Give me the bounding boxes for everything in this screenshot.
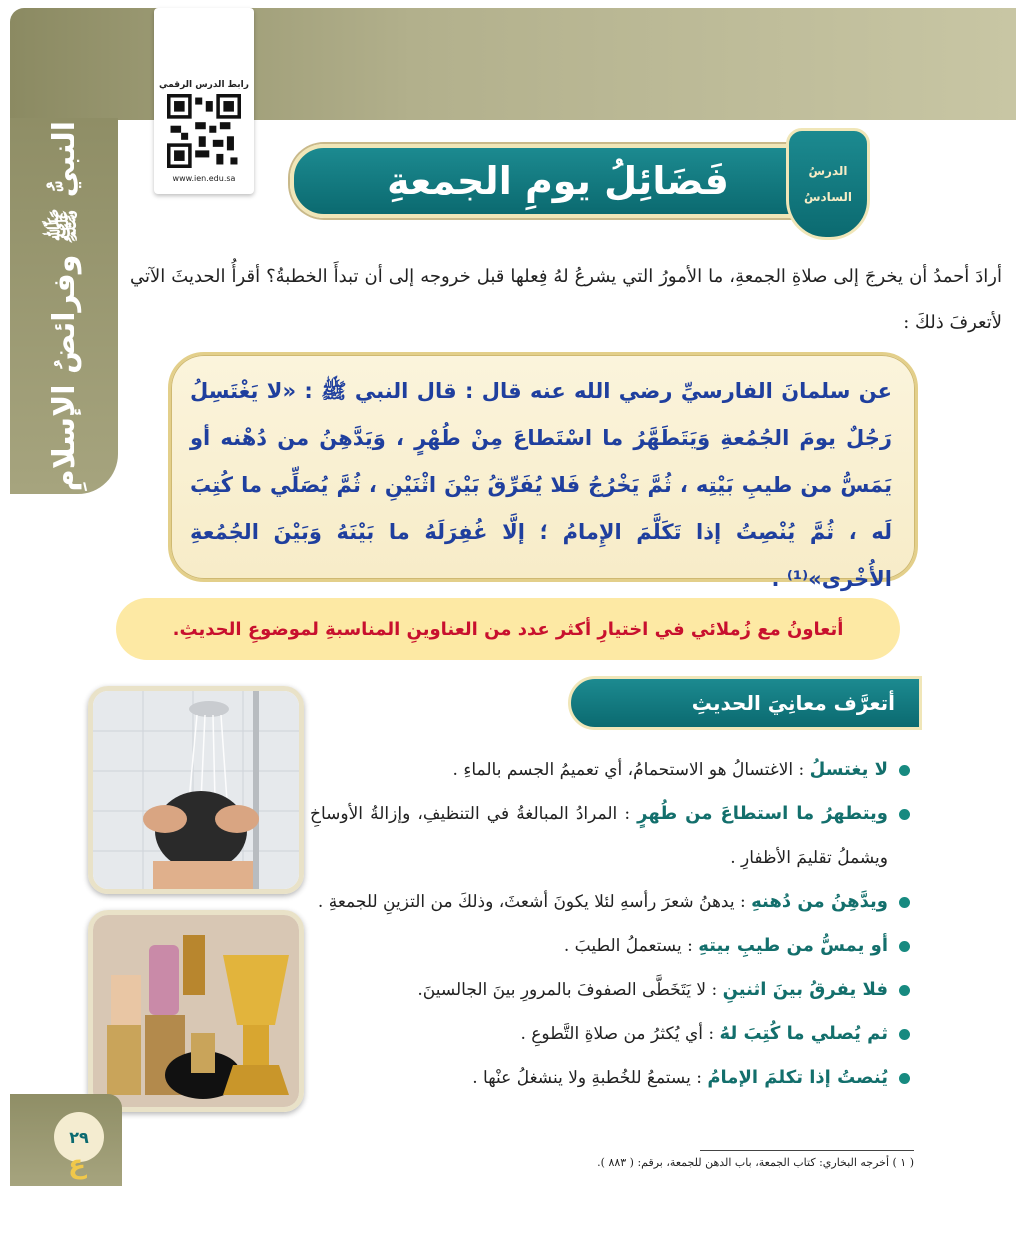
definition-text: : لا يَتَخَطَّى الصفوفَ بالمرورِ بينَ الجالسينَ. <box>417 980 723 1000</box>
unit-title-text: النبيُّ ﷺ وفرائضُ الإسلامِ <box>46 120 82 492</box>
definition-term: لا يغتسلُ <box>809 759 888 780</box>
unit-title <box>18 120 110 492</box>
definitions-list <box>310 748 914 1100</box>
definition-item <box>310 968 914 1012</box>
perfume-image-icon <box>93 915 299 1107</box>
shower-image-icon <box>93 691 299 889</box>
definition-term: ويتطهرُ ما استطاعَ من طُهرٍ <box>637 803 888 824</box>
definition-term: يُنصتُ إذا تكلمَ الإمامُ <box>707 1067 888 1088</box>
definition-item <box>310 748 914 792</box>
definition-item <box>310 1056 914 1100</box>
definition-item <box>310 924 914 968</box>
qr-code-icon[interactable] <box>167 94 241 168</box>
hadith-text: عن سلمانَ الفارسيِّ رضي الله عنه قال : قال النبي ﷺ : «لا يَغْتَسِلُ رَجُلٌ يومَ الجُمُعةِ وَيَتَطَهَّرُ ما اسْتَطاعَ مِنْ طُهْرٍ ، وَيَدَّهِنُ من دُهْنه أو يَمَسُّ من طيبِ بَيْتِه ، ثُمَّ يَخْرُجُ فَلا يُفَرِّقُ بَيْنَ اثْنَيْنِ ، ثُمَّ يُصَلِّي ما كُتِبَ لَه ، ثُمَّ يُنْصِتُ إذا تَكَلَّمَ الإِمامُ ؛ إلَّا غُفِرَلَهُ ما بَيْنَهُ وَبَيْنَ الجُمُعةِ الأُخْرى»⁽¹⁾ . <box>190 379 892 591</box>
definition-term: أو يمسُّ من طيبِ بيتهِ <box>698 935 888 956</box>
intro-paragraph: أرادَ أحمدُ أن يخرجَ إلى صلاةِ الجمعةِ، ما الأمورُ التي يشرعُ لهُ فِعلها قبل خروجه إلى أن تبدأَ الخطبةُ؟ أقرأُ الحديثَ الآتي لأتعرفَ ذلكَ : <box>130 266 1002 333</box>
lesson-title: فَضَائِلُ يومِ الجمعةِ <box>387 159 729 203</box>
footnote-divider <box>700 1150 914 1151</box>
qr-card[interactable] <box>154 8 254 194</box>
definition-term: ثم يُصلي ما كُتِبَ لهُ <box>719 1023 888 1044</box>
collaboration-prompt <box>116 598 900 660</box>
qr-url[interactable]: www.ien.edu.sa <box>172 174 236 183</box>
definition-item <box>310 792 914 880</box>
definition-text: : الاغتسالُ هو الاستحمامُ، أي تعميمُ الجسم بالماءِ . <box>452 760 810 780</box>
definition-text: : يستمعُ للخُطبةِ ولا ينشغلُ عنْها . <box>472 1068 708 1088</box>
perfume-photo <box>88 910 304 1112</box>
collaboration-text: أتعاونُ مع زُملائي في اختيارِ أكثر عدد من العناوينِ المناسبةِ لموضوعِ الحديثِ. <box>172 618 844 640</box>
shower-photo <box>88 686 304 894</box>
qr-label: رابط الدرس الرقمي <box>159 80 249 90</box>
lesson-ordinal: السادسُ <box>803 190 853 204</box>
lesson-badge <box>786 128 870 240</box>
lesson-word: الدرسُ <box>808 164 848 178</box>
definition-text: : أي يُكثرُ من صلاةِ التَّطوعِ . <box>520 1024 720 1044</box>
page-number: ٢٩ <box>54 1112 104 1162</box>
definition-item <box>310 880 914 924</box>
section-banner <box>568 676 922 730</box>
footnote: ( ١ ) أخرجه البخاري: كتاب الجمعة، باب الدهن للجمعة، برقم: ( ٨٨٣ ). <box>597 1156 914 1169</box>
definition-term: فلا يفرقُ بينَ اثنينِ <box>722 979 888 1000</box>
definition-term: ويدَّهِنُ من دُهنهِ <box>751 891 888 912</box>
definition-item <box>310 1012 914 1056</box>
definition-text: : يدهنُ شعرَ رأسهِ لئلا يكونَ أشعثَ، وذلكَ من التزينِ للجمعةِ . <box>317 892 752 912</box>
section-title: أتعرَّف معانِيَ الحديثِ <box>691 691 895 715</box>
definition-text: : يستعملُ الطيبَ . <box>563 936 699 956</box>
definition-text: : المرادُ المبالغةُ في التنظيفِ، وإزالةُ الأوساخِ ويشملُ تقليمَ الأظفارِ . <box>310 804 888 868</box>
lesson-title-banner <box>290 144 826 218</box>
page-mark-icon: ع <box>68 1150 86 1180</box>
